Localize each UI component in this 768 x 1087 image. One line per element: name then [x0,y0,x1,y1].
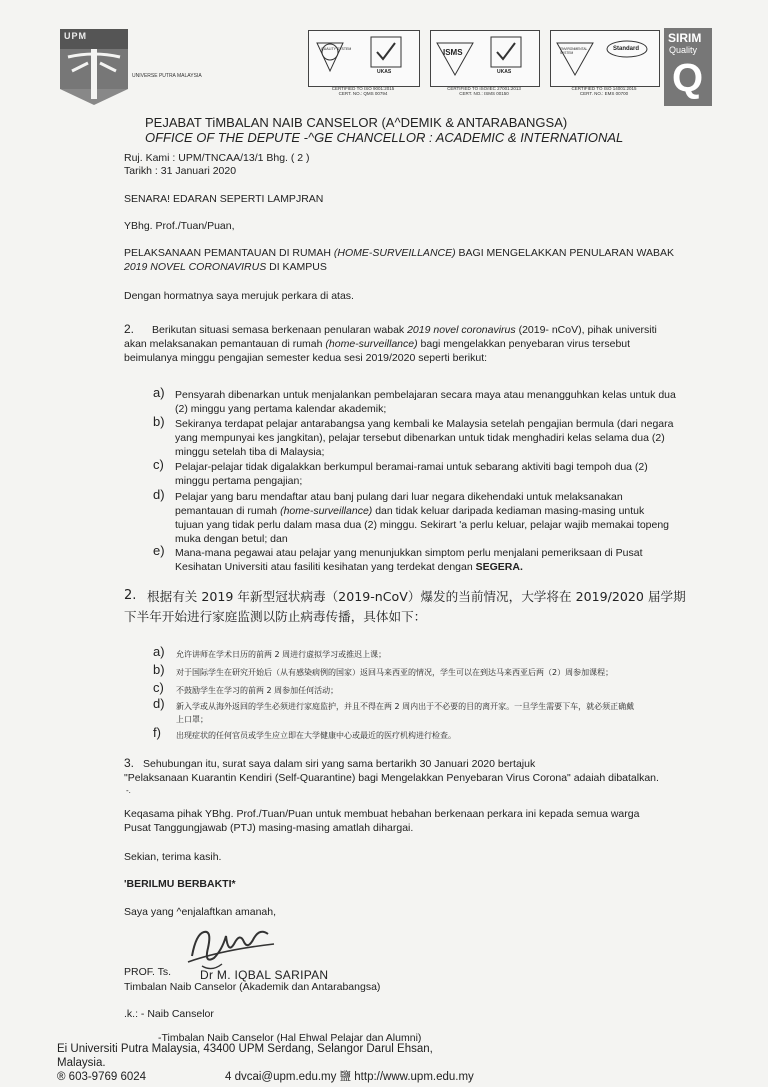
date-line: Tarikh : 31 Januari 2020 [124,165,237,177]
signatory-title: Timbalan Naib Canselor (Akademik dan Antarabangsa) [124,981,381,993]
zh-item-c-label: c) [153,680,164,695]
subject-part-b: (HOME-SURVEILLANCE) [333,247,456,259]
zh-item-b-line: 对于国际学生在研究开始后（从有感染病例的国家）返回马来西亚的情况，学生可以在到达马来西亚后两（2）周参加课程； [176,668,614,677]
para3-mark: -. [126,786,131,795]
item-a-line-1: Pensyarah dibenarkan untuk menjalankan pembelajaran secara maya atau menangguhkan kelas untuk dua [175,389,676,401]
item-d-l2c: dan tidak keluar daripada kediaman masing-masing untuk [372,505,645,517]
isms-badge-icon [431,31,539,86]
cert-ems [550,30,660,87]
item-b-line-2: yang mempunyai kes jangkitan), pelajar tersebut dibenarkan untuk tidak menghadiri kelas selama dua (2) [175,432,665,444]
para3-line-2: "Pelaksanaan Kuarantin Kendiri (Self-Quarantine) bagi Mengelakkan Penyebaran Virus Corona" adaiah dibatalkan. [124,772,659,784]
reference-number: Ruj. Kami : UPM/TNCAA/13/1 Bhg. ( 2 ) [124,152,310,164]
item-d-line-3: tujuan yang tidak perlu dalam masa dua (2) minggu. Sekirart 'a perlu keluar, pelajar wajib memakai topeng [175,519,670,531]
salutation: YBhg. Prof./Tuan/Puan, [124,220,235,232]
office-title-en: OFFICE OF THE DEPUTE -^GE CHANCELLOR : ACADEMIC & INTERNATIONAL [145,130,624,145]
para2-l2b: (home-surveillance) [325,338,418,350]
item-c-label: c) [153,457,164,472]
upm-logo-text: UPM [64,31,87,41]
sirim-q-icon: Q [672,56,704,100]
environmental-system-badge-icon [551,31,659,86]
cert-isms-sub: UKAS [497,69,512,75]
para2-line-3: beimulanya minggu pengajian semester kedua sesi 2019/2020 seperti berikut: [124,352,488,364]
amanah-line: Saya yang ^enjalaftkan amanah, [124,906,277,918]
cert-isms-badge: ISMS [443,48,463,57]
zh-item-b-label: b) [153,662,165,677]
item-c-line-2: minggu pertama pengajian; [175,475,303,487]
item-a-line-2: (2) minggu yang pertama kalendar akademik; [175,403,387,415]
cert-isms-cap1: CERTIFIED TO ISO/IEC 27001:2013 [447,86,521,91]
cert-qms-caption [308,86,418,96]
certification-logos [308,30,658,96]
cert-qms-sub: UKAS [377,69,392,75]
cert-isms-caption [430,86,538,96]
footer-address-1: Ei Universiti Putra Malaysia, 43400 UPM Serdang, Selangor Darul Ehsan, [57,1043,433,1055]
subject-part-c: BAGI MENGELAKKAN PENULARAN WABAK [455,247,675,259]
signatory-name: Dr M. IQBAL SARIPAN [200,968,329,982]
item-e-l2b: SEGERA. [475,561,523,573]
recipient-line: SENARA! EDARAN SEPERTI LAMPJRAN [124,193,324,205]
para3-number: 3. [124,756,135,770]
zh-item-a-line: 允许讲师在学术日历的前两 2 周进行虚拟学习或推迟上课； [176,650,387,659]
sirim-logo [664,28,712,106]
cc-line-2: -Timbalan Naib Canselor (Hal Ehwal Pelajar dan Alumni) [158,1032,422,1044]
cert-ems-cap2: CERT. NO.: EMS 00700 [579,91,629,96]
quality-system-badge-icon [309,31,419,86]
item-b-line-3: minggu setelah tiba di Malaysia; [175,446,325,458]
item-e-label: e) [153,543,165,558]
zh-item-d-label: d) [153,696,165,711]
item-e-l2a: Kesihatan Universiti atau fasiliti kesihatan yang terdekat dengan [175,561,476,573]
zh-number: 2. [124,588,137,603]
footer-address-2: Malaysia. [57,1057,106,1069]
zh-item-d-line-2: 上口罩； [176,715,208,724]
cert-qms-cap2: CERT. NO.: QMS 00794 [338,91,388,96]
cert-ems-caption [550,86,658,96]
office-title-ms: PEJABAT TiMBALAN NAIB CANSELOR (A^DEMIK & ANTARABANGSA) [145,115,568,130]
cert-qms-badge: QUALITY SYSTEM [321,47,352,51]
cert-ems-sub: Standard [613,46,640,52]
para2-line-1 [152,323,657,337]
footer-phone: ® 603-9769 6024 [57,1071,147,1083]
cert-isms-cap2: CERT. NO.: ISMS 00150 [459,91,509,96]
subject-part-a: PELAKSANAAN PEMANTAUAN DI RUMAH [124,247,334,259]
subject-part-d: 2019 NOVEL CORONAVIRUS [124,261,267,273]
cert-ems-badge: ENVIRONMENTAL SYSTEM [560,47,588,55]
item-d-line-2 [175,504,644,518]
zh-item-d-line-1: 新入学或从海外返回的学生必须进行家庭监护，并且不得在两 2 周内出于不必要的目的离开家。一旦学生需要下车，就必须正确戴 [176,702,635,711]
zh-item-a-label: a) [153,644,165,659]
cert-qms-cap1: CERTIFIED TO ISO 9001:2015 [331,86,395,91]
item-d-line-4: muka dengan betul; dan [175,533,288,545]
cc-line-1: .k.: - Naib Canselor [124,1008,214,1020]
thanks-line: Sekian, terima kasih. [124,851,222,863]
item-b-label: b) [153,414,165,429]
upm-logo [58,27,130,107]
item-d-line-1: Pelajar yang baru mendaftar atau banj pulang dari luar negara dikehendaki untuk melaksanakan [175,491,623,503]
item-a-label: a) [153,385,165,400]
motto: 'BERILMU BERBAKTI* [124,878,236,890]
sirim-logo-top: SIRIM [668,31,702,45]
item-d-label: d) [153,487,165,502]
item-b-line-1: Sekiranya terdapat pelajar antarabangsa yang kembali ke Malaysia setelah pengajian bermula (dari negara [175,418,674,430]
para2-line-2 [124,337,630,351]
item-c-line-1: Pelajar-pelajar tidak digalakkan berkumpul beramai-ramai untuk sebarang aktiviti bagi tempoh dua (2) [175,461,648,473]
para2-l1c: (2019- nCoV), pihak universiti [515,324,657,336]
zh-item-f-label: f) [153,725,161,740]
item-d-l2a: pemantauan di rumah [175,505,281,517]
handwritten-signature [182,914,282,974]
university-name: UNIVERSE PUTRA MALAYSIA [132,73,202,79]
footer-email-web: 4 dvcai@upm.edu.my 鹽 http://www.upm.edu.my [225,1071,474,1083]
para3-line-1: Sehubungan itu, surat saya dalam siri yang sama bertarikh 30 Januari 2020 bertajuk [143,758,536,770]
cert-isms [430,30,540,87]
para2-l2c: bagi mengelakkan penyebaran virus tersebut [417,338,631,350]
para2-number: 2. [124,322,135,336]
zh-line-1: 根据有关 2019 年新型冠状病毒（2019-nCoV）爆发的当前情况，大学将在 2019/2020 届学期 [147,589,686,604]
sirim-logo-sub: Quality [669,45,698,55]
cert-ems-cap1: CERTIFIED TO ISO 14001:2015 [571,86,637,91]
subject-line-1 [124,246,674,260]
intro-line: Dengan hormatnya saya merujuk perkara di atas. [124,290,354,302]
item-e-line-2 [175,560,523,574]
closing-line-2: Pusat Tanggungjawab (PTJ) masing-masing amatlah dihargai. [124,822,414,834]
para2-l2a: akan melaksanakan pemantauan di rumah [124,338,326,350]
item-e-line-1: Mana-mana pegawai atau pelajar yang menunjukkan simptom perlu menjalani pemeriksaan di Pusat [175,547,643,559]
zh-item-c-line: 不鼓励学生在学习的前两 2 周参加任何活动； [176,686,339,695]
subject-part-e: DI KAMPUS [266,261,327,273]
closing-line-1: Keqasama pihak YBhg. Prof./Tuan/Puan untuk membuat hebahan berkenaan perkara ini kepada semua warga [124,808,640,820]
zh-line-2: 下半年开始进行家庭监测以防止病毒传播，具体如下： [124,609,427,624]
zh-item-f-line: 出现症状的任何官员或学生应立即在大学健康中心或最近的医疗机构进行检查。 [176,731,456,740]
subject-line-2 [124,260,327,274]
para2-l1b: 2019 novel coronavirus [407,324,516,336]
signatory-prefix: PROF. Ts. [124,966,172,978]
para2-l1a: Berikutan situasi semasa berkenaan penularan wabak [152,324,408,336]
item-d-l2b: (home-surveillance) [280,505,373,517]
cert-qms [308,30,420,87]
